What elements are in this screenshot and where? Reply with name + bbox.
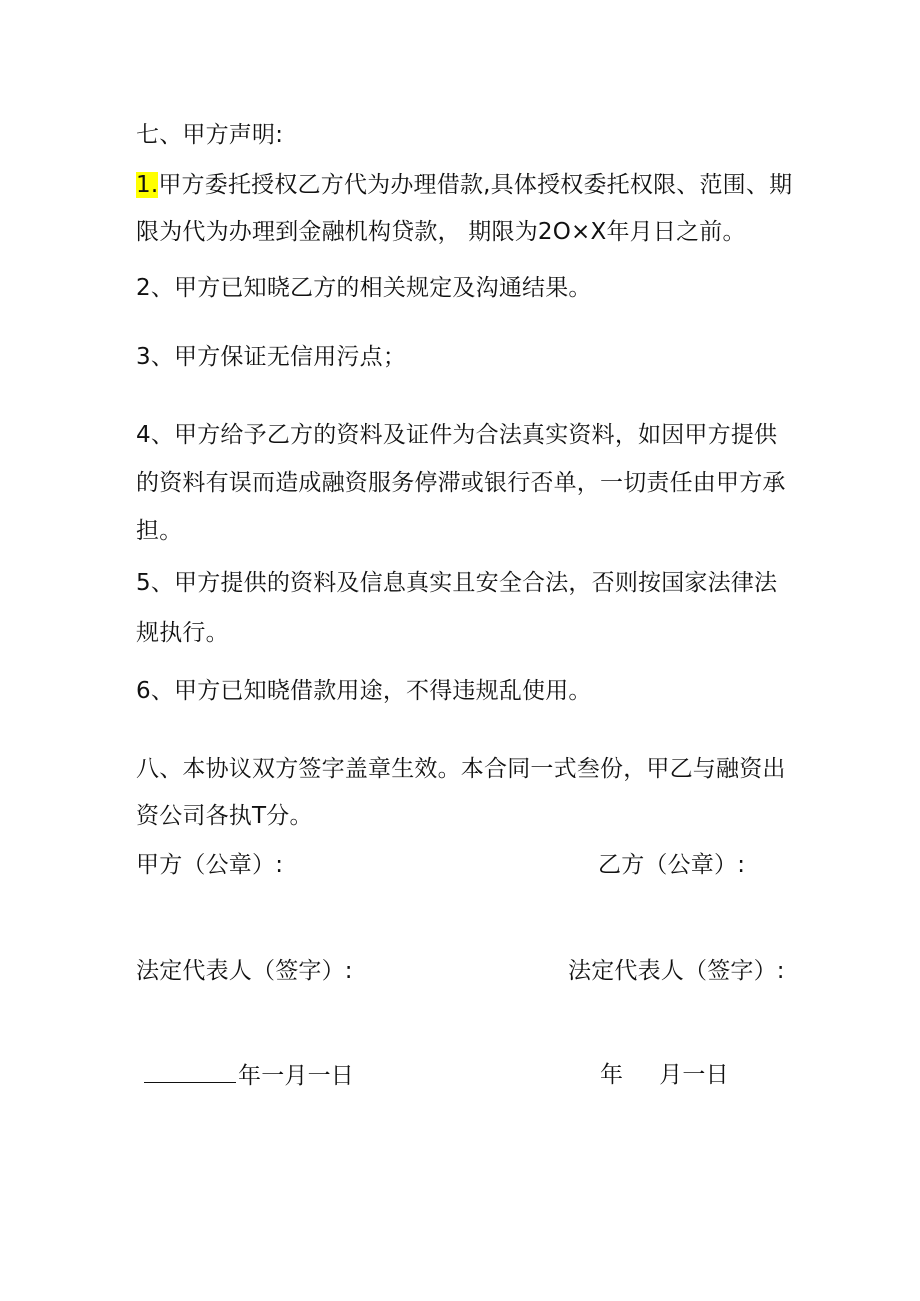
item-1-line-1 — [136, 170, 792, 200]
section-8-line-2: 资公司各执T分。 — [136, 803, 313, 829]
item-5-line-2: 规执行。 — [136, 620, 229, 646]
party-b-seal-label: 乙方（公章）: — [598, 852, 746, 878]
party-a-rep-label: 法定代表人（签字）: — [136, 958, 353, 984]
item-3: 3、甲方保证无信用污点； — [136, 344, 407, 370]
date-blank-line — [144, 1060, 236, 1083]
party-b-date-year: 年 — [600, 1062, 624, 1088]
party-a-date-text: 年一月一日 — [238, 1063, 354, 1089]
party-b-rep-label: 法定代表人（签字）: — [568, 958, 785, 984]
item-4-line-3: 担。 — [136, 518, 183, 544]
item-5-line-1: 5、甲方提供的资料及信息真实且安全合法，否则按国家法律法 — [136, 570, 778, 596]
item-4-line-1: 4、甲方给予乙方的资料及证件为合法真实资料，如因甲方提供 — [136, 422, 778, 448]
party-a-seal-label: 甲方（公章）: — [136, 852, 284, 878]
item-6: 6、甲方已知晓借款用途，不得违规乱使用。 — [136, 678, 592, 704]
party-a-date — [144, 1060, 354, 1091]
item-1-line-2: 限为代为办理到金融机构贷款， 期限为2O×X年月日之前。 — [136, 219, 746, 245]
party-b-date — [600, 1060, 729, 1090]
item-4-line-2: 的资料有误而造成融资服务停滞或银行否单，一切责任由甲方承 — [136, 470, 786, 496]
section-7-heading: 七、甲方声明: — [136, 122, 284, 148]
item-1-number-highlight: 1. — [136, 172, 159, 198]
party-b-date-rest: 月一日 — [659, 1062, 729, 1088]
item-1-text-1: 甲方委托授权乙方代为办理借款,具体授权委托权限、范围、期 — [158, 172, 793, 198]
section-8-line-1: 八、本协议双方签字盖章生效。本合同一式叁份，甲乙与融资出 — [136, 756, 786, 782]
item-2: 2、甲方已知晓乙方的相关规定及沟通结果。 — [136, 275, 592, 301]
